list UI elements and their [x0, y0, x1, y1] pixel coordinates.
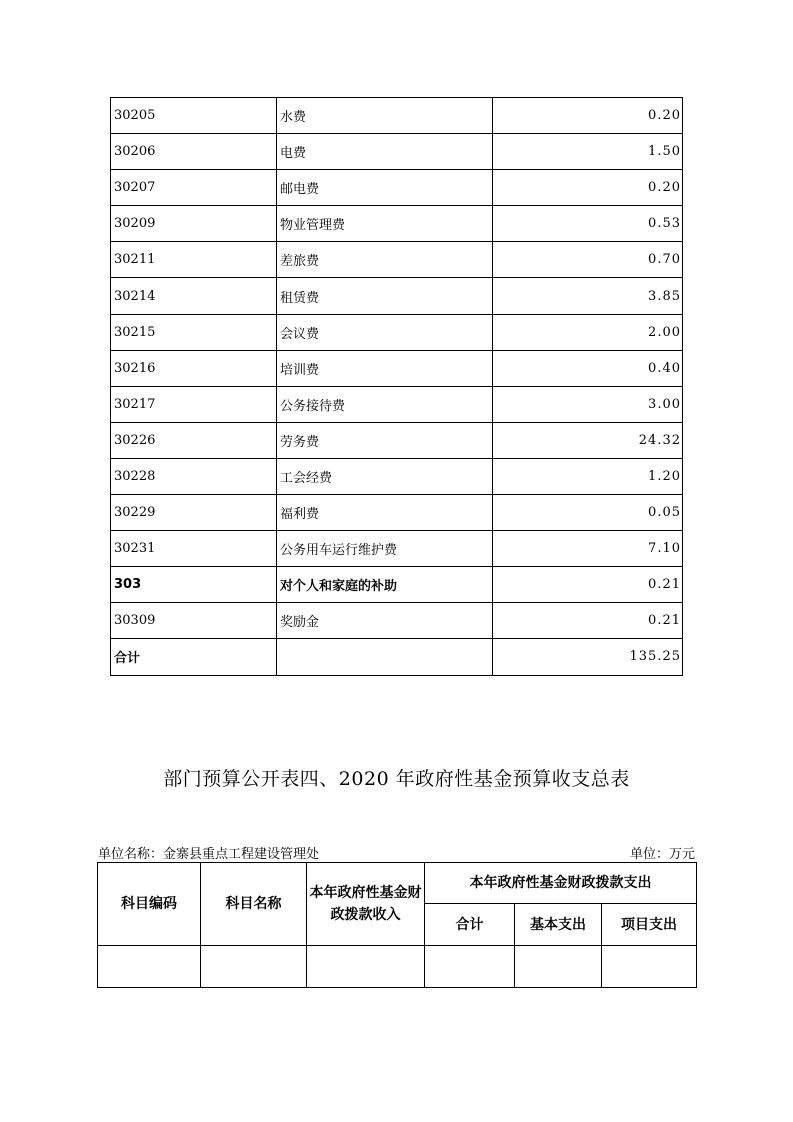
table-row: [111, 134, 683, 170]
code-cell: 30229: [111, 495, 277, 531]
amount-cell: 3.00: [493, 386, 683, 422]
empty-cell: [307, 946, 425, 988]
expense-detail-table: [110, 97, 683, 676]
code-cell: 303: [111, 567, 277, 603]
table-row: [111, 386, 683, 422]
amount-cell: 0.05: [493, 495, 683, 531]
amount-cell: 0.40: [493, 350, 683, 386]
code-cell: 30226: [111, 422, 277, 458]
table-row: [111, 495, 683, 531]
header-subject-name: 科目名称: [201, 863, 307, 946]
amount-cell: 2.00: [493, 314, 683, 350]
amount-cell: 0.70: [493, 242, 683, 278]
code-cell: 30228: [111, 458, 277, 494]
amount-cell: 0.20: [493, 98, 683, 134]
expense-table-body: [111, 98, 683, 676]
name-cell: 工会经费: [277, 458, 493, 494]
empty-cell: [602, 946, 697, 988]
amount-cell: 0.53: [493, 206, 683, 242]
table-row: [111, 278, 683, 314]
table-row: [111, 314, 683, 350]
unit-label: 单位：万元: [629, 847, 695, 862]
name-cell: 会议费: [277, 314, 493, 350]
name-cell: 水费: [277, 98, 493, 134]
code-cell: 30207: [111, 170, 277, 206]
table-row: [111, 639, 683, 675]
table-row: [111, 567, 683, 603]
name-cell: 劳务费: [277, 422, 493, 458]
unit-name-label: 单位名称：金寨县重点工程建设管理处: [98, 847, 320, 862]
header-total: 合计: [425, 904, 515, 946]
empty-cell: [515, 946, 602, 988]
section-title: 部门预算公开表四、2020 年政府性基金预算收支总表: [163, 768, 630, 790]
amount-cell: 135.25: [493, 639, 683, 675]
table-row: [111, 206, 683, 242]
code-cell: 30217: [111, 386, 277, 422]
empty-cell: [425, 946, 515, 988]
amount-cell: 0.20: [493, 170, 683, 206]
table-row: [111, 170, 683, 206]
amount-cell: 0.21: [493, 603, 683, 639]
name-cell: 差旅费: [277, 242, 493, 278]
fund-budget-table: [97, 862, 697, 988]
header-basic: 基本支出: [515, 904, 602, 946]
code-cell: 合计: [111, 639, 277, 675]
code-cell: 30205: [111, 98, 277, 134]
code-cell: 30216: [111, 350, 277, 386]
code-cell: 30309: [111, 603, 277, 639]
table-row: [111, 422, 683, 458]
table-row: [111, 603, 683, 639]
code-cell: 30206: [111, 134, 277, 170]
name-cell: 邮电费: [277, 170, 493, 206]
code-cell: 30215: [111, 314, 277, 350]
amount-cell: 24.32: [493, 422, 683, 458]
amount-cell: 3.85: [493, 278, 683, 314]
code-cell: 30231: [111, 531, 277, 567]
header-expenditure-group: 本年政府性基金财政拨款支出: [425, 863, 697, 904]
header-income: 本年政府性基金财政拨款收入: [307, 863, 425, 946]
name-cell: 电费: [277, 134, 493, 170]
name-cell: 公务用车运行维护费: [277, 531, 493, 567]
name-cell: 培训费: [277, 350, 493, 386]
table-row: [111, 350, 683, 386]
table-row: [111, 531, 683, 567]
empty-cell: [98, 946, 201, 988]
name-cell: 对个人和家庭的补助: [277, 567, 493, 603]
header-row-1: [98, 863, 697, 904]
amount-cell: 7.10: [493, 531, 683, 567]
code-cell: 30211: [111, 242, 277, 278]
code-cell: 30209: [111, 206, 277, 242]
header-project: 项目支出: [602, 904, 697, 946]
name-cell: 公务接待费: [277, 386, 493, 422]
amount-cell: 1.20: [493, 458, 683, 494]
empty-data-row: [98, 946, 697, 988]
amount-cell: 0.21: [493, 567, 683, 603]
table-row: [111, 242, 683, 278]
amount-cell: 1.50: [493, 134, 683, 170]
code-cell: 30214: [111, 278, 277, 314]
name-cell: 福利费: [277, 495, 493, 531]
name-cell: [277, 639, 493, 675]
name-cell: 奖励金: [277, 603, 493, 639]
header-subject-code: 科目编码: [98, 863, 201, 946]
table-row: [111, 458, 683, 494]
name-cell: 租赁费: [277, 278, 493, 314]
table-row: [111, 98, 683, 134]
empty-cell: [201, 946, 307, 988]
name-cell: 物业管理费: [277, 206, 493, 242]
